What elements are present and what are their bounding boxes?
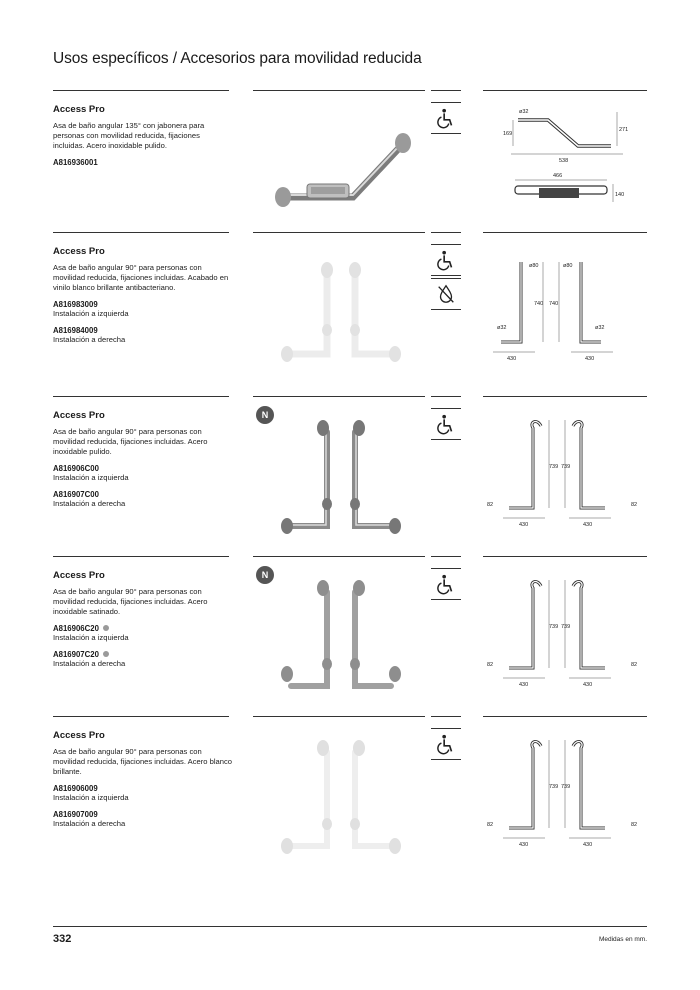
product-name: Access Pro xyxy=(53,570,105,581)
divider xyxy=(53,232,229,233)
product-description: Asa de baño angular 90° para personas con movilidad reducida, fijaciones incluidas. Acero blanco brillante. xyxy=(53,747,232,777)
divider xyxy=(53,90,229,91)
new-badge: N xyxy=(256,406,274,424)
svg-text:740: 740 xyxy=(549,301,559,307)
product-code: A816984009 xyxy=(53,325,98,335)
installation-note: Instalación a izquierda xyxy=(53,472,129,482)
svg-text:466: 466 xyxy=(553,173,563,179)
page-number: 332 xyxy=(53,933,72,945)
wheelchair-icon xyxy=(431,728,461,760)
svg-text:82: 82 xyxy=(631,662,638,668)
divider xyxy=(483,396,647,397)
product-row-2 xyxy=(53,232,647,392)
svg-text:82: 82 xyxy=(487,502,494,508)
installation-note: Instalación a izquierda xyxy=(53,308,129,318)
svg-text:82: 82 xyxy=(631,822,638,828)
divider xyxy=(431,232,461,233)
divider xyxy=(431,396,461,397)
svg-text:ø32: ø32 xyxy=(497,325,507,331)
svg-text:ø32: ø32 xyxy=(595,325,605,331)
product-name: Access Pro xyxy=(53,730,105,741)
wheelchair-icon xyxy=(431,102,461,134)
product-row-3 xyxy=(53,396,647,556)
new-badge: N xyxy=(256,566,274,584)
product-row-1 xyxy=(53,90,647,250)
svg-text:140: 140 xyxy=(615,192,625,198)
divider xyxy=(253,232,425,233)
technical-drawing xyxy=(483,404,647,552)
divider xyxy=(253,716,425,717)
svg-text:740: 740 xyxy=(534,301,544,307)
measurement-note: Medidas en mm. xyxy=(598,936,647,943)
divider xyxy=(53,716,229,717)
installation-note: Instalación a derecha xyxy=(53,658,126,668)
product-photo xyxy=(255,408,423,548)
installation-note: Instalación a derecha xyxy=(53,334,126,344)
product-row-5 xyxy=(53,716,647,876)
divider xyxy=(431,716,461,717)
svg-text:ø32: ø32 xyxy=(519,109,529,115)
divider xyxy=(483,90,647,91)
product-description: Asa de baño angular 90° para personas con movilidad reducida, fijaciones incluidas. Acero inoxidable pulido. xyxy=(53,427,208,457)
installation-note: Instalación a derecha xyxy=(53,498,126,508)
svg-text:430: 430 xyxy=(507,356,517,362)
svg-text:430: 430 xyxy=(519,682,529,688)
page-title: Usos específicos / Accesorios para movilidad reducida xyxy=(53,50,422,67)
svg-text:430: 430 xyxy=(583,842,593,848)
product-photo xyxy=(255,568,423,708)
technical-drawing xyxy=(483,240,647,388)
divider xyxy=(53,396,229,397)
eco-badge-icon xyxy=(103,625,109,631)
product-code: A816906C20 xyxy=(53,624,233,633)
svg-text:271: 271 xyxy=(619,127,629,133)
product-name: Access Pro xyxy=(53,104,105,115)
svg-text:739: 739 xyxy=(561,784,571,790)
product-description: Asa de baño angular 90° para personas con movilidad reducida, fijaciones incluidas. Acero inoxidable satinado. xyxy=(53,587,208,617)
technical-drawing xyxy=(483,724,647,872)
technical-drawing xyxy=(483,98,647,246)
svg-text:430: 430 xyxy=(519,842,529,848)
product-photo xyxy=(255,728,423,868)
product-description: Asa de baño angular 135° con jabonera para personas con movilidad reducida, fijaciones incluidas. Acero inoxidable pulido. xyxy=(53,121,205,151)
product-name: Access Pro xyxy=(53,246,105,257)
antibacterial-icon xyxy=(431,278,461,310)
svg-text:739: 739 xyxy=(549,784,559,790)
product-photo xyxy=(255,244,423,384)
product-code: A816936001 xyxy=(53,157,98,167)
divider xyxy=(431,556,461,557)
svg-text:538: 538 xyxy=(559,158,569,164)
divider xyxy=(253,396,425,397)
svg-text:ø80: ø80 xyxy=(529,263,539,269)
wheelchair-icon xyxy=(431,408,461,440)
svg-text:739: 739 xyxy=(549,624,559,630)
installation-note: Instalación a derecha xyxy=(53,818,126,828)
eco-badge-icon xyxy=(103,651,109,657)
divider xyxy=(431,90,461,91)
product-photo xyxy=(255,102,423,242)
svg-text:430: 430 xyxy=(583,682,593,688)
product-description: Asa de baño angular 90° para personas con movilidad reducida, fijaciones incluidas. Acabado en vinilo blanco brillante antibacteriano. xyxy=(53,263,229,293)
divider xyxy=(483,556,647,557)
divider xyxy=(53,556,229,557)
installation-note: Instalación a izquierda xyxy=(53,792,129,802)
divider xyxy=(253,556,425,557)
product-code: A816907C00 xyxy=(53,489,99,499)
divider xyxy=(483,232,647,233)
technical-drawing xyxy=(483,564,647,712)
installation-note: Instalación a izquierda xyxy=(53,632,129,642)
divider xyxy=(253,90,425,91)
svg-text:430: 430 xyxy=(519,522,529,528)
product-code: A816907C20 xyxy=(53,650,233,659)
wheelchair-icon xyxy=(431,244,461,276)
svg-text:739: 739 xyxy=(561,624,571,630)
product-name: Access Pro xyxy=(53,410,105,421)
svg-text:169: 169 xyxy=(503,131,513,137)
svg-text:430: 430 xyxy=(585,356,595,362)
product-row-4 xyxy=(53,556,647,716)
svg-text:739: 739 xyxy=(561,464,571,470)
svg-text:430: 430 xyxy=(583,522,593,528)
product-code: A816906009 xyxy=(53,783,98,793)
footer-divider xyxy=(53,926,647,927)
svg-text:82: 82 xyxy=(631,502,638,508)
product-code: A816983009 xyxy=(53,299,98,309)
product-code: A816907009 xyxy=(53,809,98,819)
svg-text:82: 82 xyxy=(487,822,494,828)
svg-text:82: 82 xyxy=(487,662,494,668)
svg-text:739: 739 xyxy=(549,464,559,470)
wheelchair-icon xyxy=(431,568,461,600)
svg-text:ø80: ø80 xyxy=(563,263,573,269)
product-code: A816906C00 xyxy=(53,463,99,473)
divider xyxy=(483,716,647,717)
